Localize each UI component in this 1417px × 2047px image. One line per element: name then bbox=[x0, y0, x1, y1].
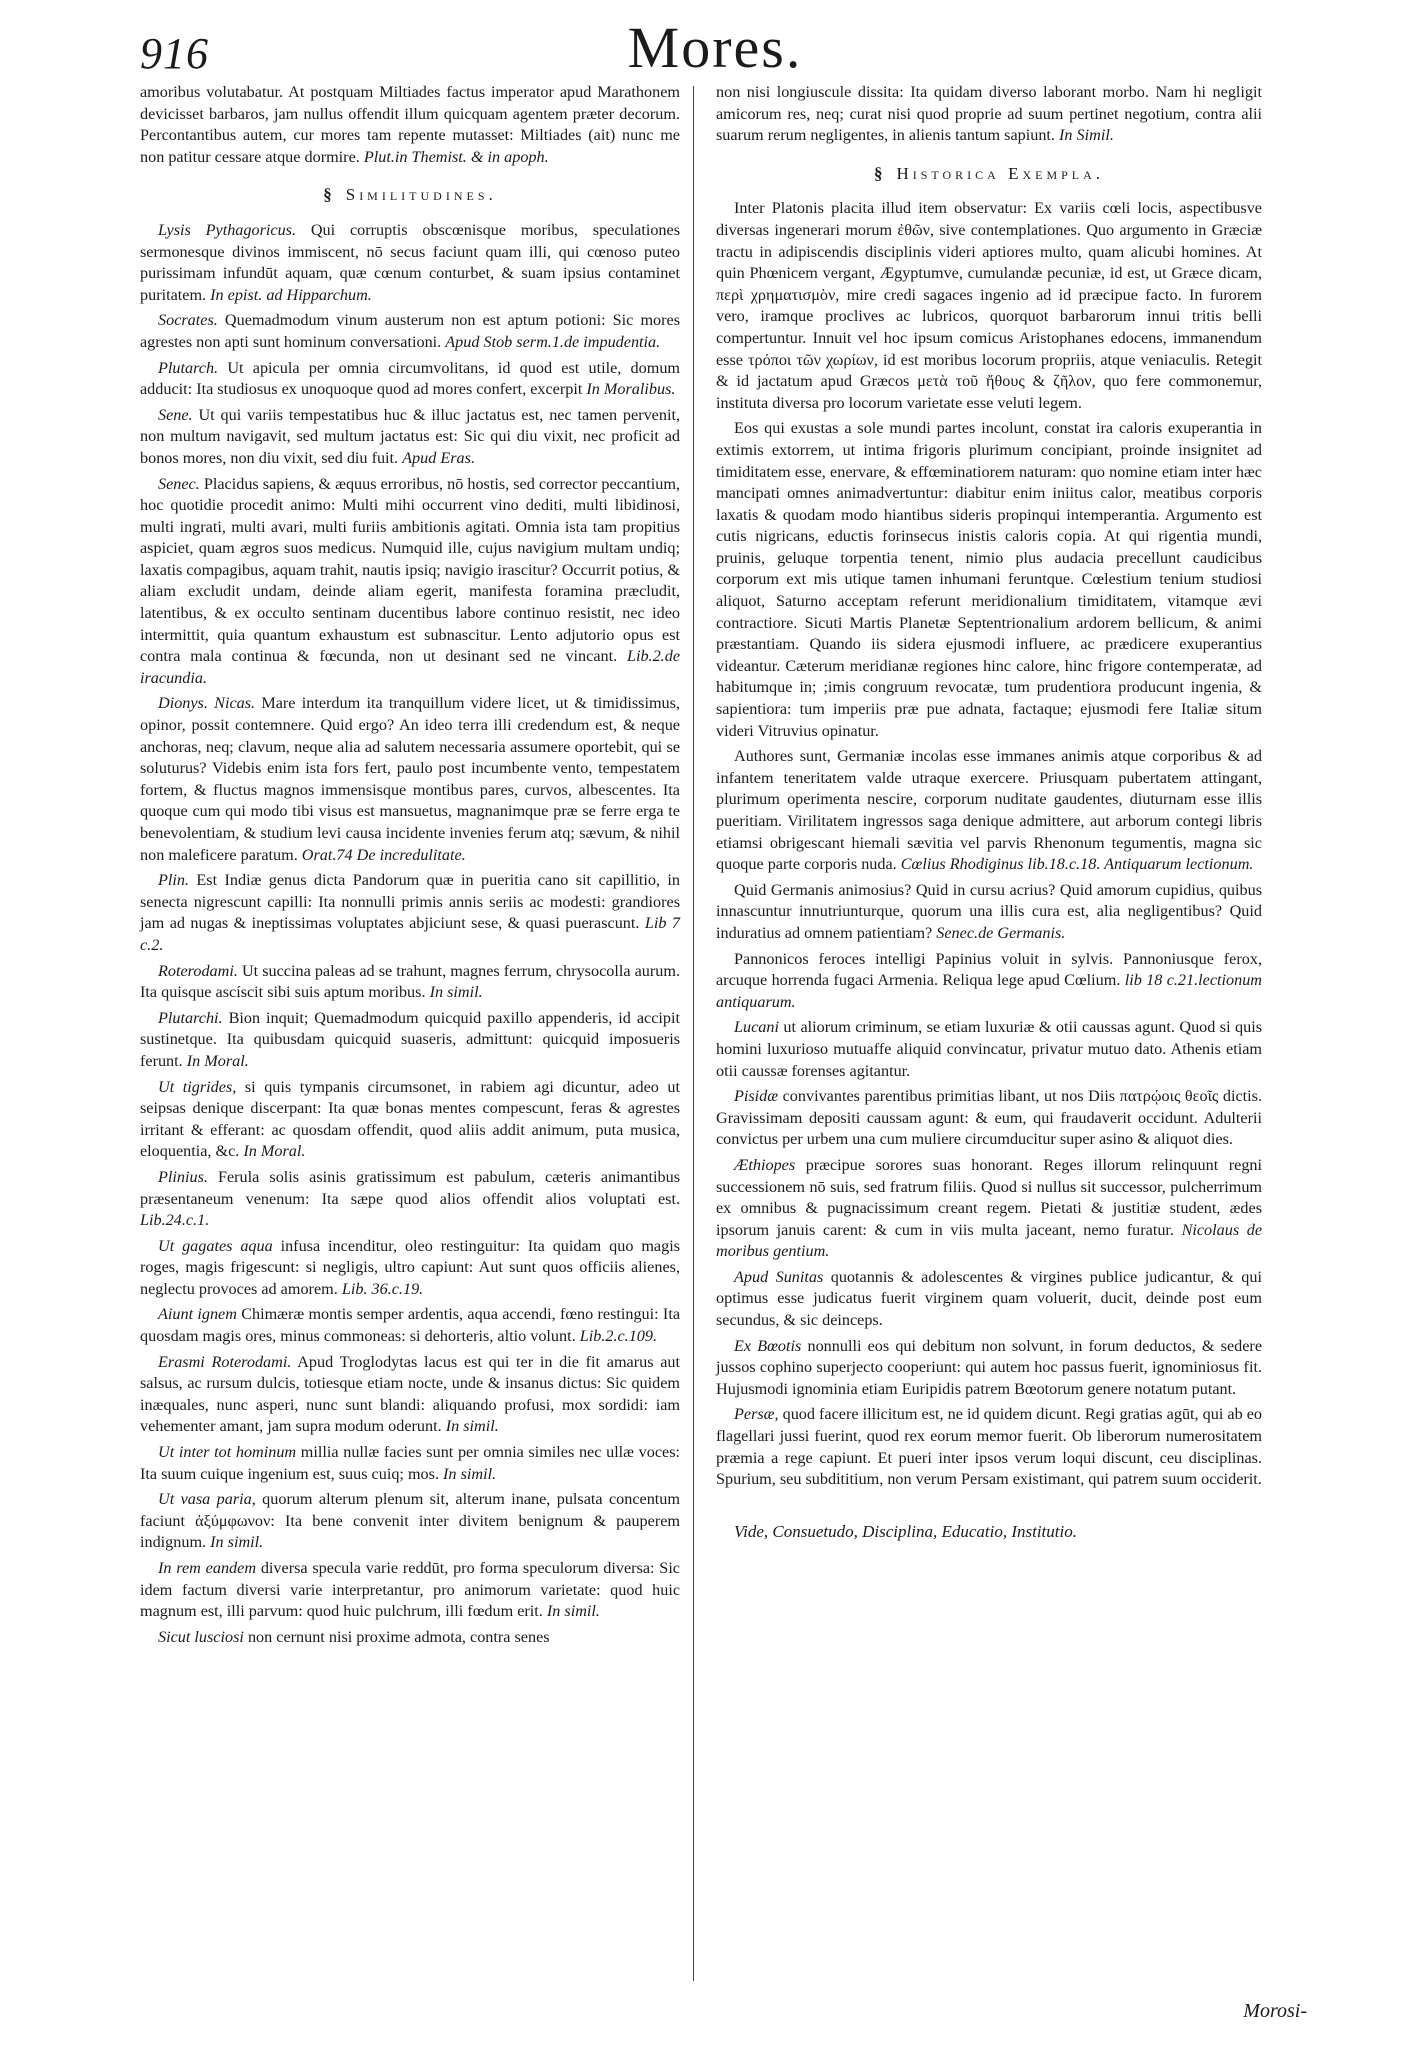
entry-source: In rem eandem bbox=[158, 1559, 257, 1577]
intro-text: amoribus volutabatur. At postquam Miltiades factus imperator apud Marathonem devicisset barbaros, jam nullus offendit illum quicquam agentem præter decorum. Percontantibus autem, cur mores tam repente mutasset: Miltiades (ait) nunc me non patitur cessare atque dormire. bbox=[140, 83, 680, 166]
intro-paragraph bbox=[716, 82, 1262, 147]
entry-reference: In simil. bbox=[546, 1602, 600, 1621]
entry-reference: Nicolaus de moribus gentium. bbox=[716, 1220, 1263, 1261]
entry-source: Lysis Pythagoricus. bbox=[158, 220, 297, 239]
entry-paragraph bbox=[140, 310, 680, 353]
entry-paragraph bbox=[716, 1017, 1262, 1082]
entry-text: quotannis & adolescentes & virgines publice judicantur, & qui optimus esse judicatus fuerit virginem quam voluerit, ducit, deinde post eum secundus, & sic deinceps. bbox=[716, 1267, 1262, 1330]
entry-source: Plutarchi. bbox=[158, 1008, 223, 1027]
entry-source: Sene. bbox=[158, 405, 193, 424]
entry-paragraph bbox=[140, 1077, 680, 1163]
entry-source: Persæ, bbox=[734, 1405, 779, 1424]
entry-reference: In epist. ad Hipparchum. bbox=[210, 285, 372, 304]
see-also-line: Vide, Consuetudo, Disciplina, Educatio, Institutio. bbox=[734, 1521, 1077, 1541]
entry-paragraph bbox=[140, 474, 680, 690]
intro-text: non nisi longiuscule dissita: Ita quidam diverso laborant morbo. Nam hi negligit amicorum res, neq; curat nisi quod proprie ad suum pertinet negotium, contra alii suarum rerum negligentes, in alienis tantum sapiunt. bbox=[716, 83, 1262, 145]
entry-reference: Lib.2.de iracundia. bbox=[140, 647, 680, 687]
entry-paragraph bbox=[140, 1167, 680, 1232]
entry-text: infusa incenditur, oleo restinguitur: Ita quidam quo magis roges, magis frigescunt: si negligis, ultro capiunt: Aut sunt quos officiis alienes, neglectu provoces ad amorem. bbox=[140, 1236, 680, 1298]
entry-paragraph bbox=[716, 880, 1262, 945]
entry-text: ut aliorum criminum, se etiam luxuriæ & otii caussas agunt. Quod si quis homini luxurioso mutuaffe aliquid convincatur, privatur mutuo dato. Athenis etiam otii caussæ forenses agitantur. bbox=[716, 1018, 1263, 1080]
entry-paragraph bbox=[716, 746, 1262, 876]
section-mark: § bbox=[873, 163, 887, 183]
entry-reference: Orat.74 De incredulitate. bbox=[301, 845, 466, 864]
entry-source: Socrates. bbox=[158, 311, 218, 330]
entry-text: Apud Troglodytas lacus est qui ter in die fit amarus aut salsus, ac rursum dulcis, totiesque etiam nocte, unde & insanus dictus: Sic quidem inæquales, nunc asperi, nunc sunt blandi: aliquando profusi, mox sordidi: iam vehementer amant, jam supra modum oderunt. bbox=[140, 1352, 680, 1436]
entry-reference: Lib.2.c.109. bbox=[579, 1327, 658, 1346]
entry-paragraph bbox=[140, 1008, 680, 1073]
entry-paragraph bbox=[716, 418, 1262, 742]
entry-text: Quid Germanis animosius? Quid in cursu acrius? Quid amorum cupidius, quibus innascuntur innutriunturque, quorum una illis cura est, alia negligentibus? Quid induratius ad omnem patientiam? bbox=[716, 880, 1262, 942]
entry-paragraph bbox=[716, 198, 1262, 414]
entry-text: Est Indiæ genus dicta Pandorum quæ in pueritia cano sit capillitio, in senecta nigrescunt capilli: Ita nonnulli primis annis seriis ac modesti: grandiores jam ad nugas & ineptissimas voluptates abjiciunt sese, & quasi puerascunt. bbox=[140, 871, 681, 933]
entry-reference: Lib.24.c.1. bbox=[140, 1211, 210, 1230]
entry-source: Plinius. bbox=[158, 1167, 208, 1186]
entry-reference: In simil. bbox=[210, 1533, 264, 1552]
entry-reference: In simil. bbox=[443, 1464, 497, 1483]
entry-reference: Senec.de Germanis. bbox=[936, 923, 1066, 942]
entry-text: Chimæræ montis semper ardentis, aqua accendi, fœno restingui: Ita quosdam magis ores, minus commoneas: si dehorteris, altio volunt. bbox=[140, 1305, 681, 1346]
entry-reference: Cœlius Rhodiginus lib.18.c.18. Antiquarum lectionum. bbox=[900, 855, 1254, 874]
page-number: 916 bbox=[140, 29, 209, 78]
entry-reference: In Moral. bbox=[186, 1051, 249, 1070]
entry-text: Mare interdum ita tranquillum videre licet, ut & timidissimus, opinor, possit contemnere. Quid ergo? An ideo terra illi credendum est, & neque anchoras, neq; clavum, neque alia ad salutem necessaria assumere oportebit, qui se soluturus? Videbis enim ista fors fert, paulo post incumbente vento, tempestatem fortem, & fluctus magnos immensisque montibus pares, curvos, albescentes. Ita quoque cum qui modo tibi visus est mansuetus, magnanimque præ se ferre erga te benevolentiam, & studium levi causa incidente invenies ferum atq; sævum, & nihil non maleficere paratum. bbox=[140, 694, 681, 864]
entry-source: Ex Bœotis bbox=[734, 1336, 802, 1355]
entry-paragraph bbox=[140, 1442, 680, 1485]
entry-paragraph bbox=[140, 358, 680, 401]
entry-text: non cernunt nisi proxime admota, contra senes bbox=[247, 1627, 550, 1646]
entry-text: præcipue sorores suas honorant. Reges illorum relinquunt regni successionem nō suis, sed fratrum filiis. Quod si nullus sit successor, pulcherrimum ex omnibus & pugnacissimum creant regem. Pietati & justitiæ student, ædes ipsorum januis carent: & cum in viis multa jaceant, nemo furatur. bbox=[716, 1155, 1263, 1239]
entry-text: Eos qui exustas a sole mundi partes incolunt, constat ira caloris exuperantia in extimis extorrem, ut intima frigoris plurimum concipiant, proinde insignitet ad timiditatem esse, enervare, & effœminatiorem naturam: quo nomine etiam inter hæc mancipati omnes animadvertuntur: diabitur enim iniitus calor, meatibus corporis laxatis & quodam modo hiantibus sideris propinqui intemperantia. Argumento est cutis nigricans, eductis forinsecus inistis caloris copia. At qui rigentia mundi, pruinis, geluque torpentia tenent, nimio plus audacia precellunt caudicibus corporum ext mis utique tamen inhumani feruntque. Cœlestium tenium studiosi aliquot, Saturno acceptam referunt meridionalium timiditatem, vitamque ævi contractiore. Sicuti Martis Planetæ Septentrionalium ardorem bellicum, & animi præstantiam. Quando iis sidera ejusmodi influere, ac prædicere exuperantius videantur. Cæterum meridianæ regiones hinc calore, hinc frigore contemperatæ, ad habitumque in; ;imis congruum revocatæ, tum prudentiora producunt ingenia, & sapientiora: tum imperiis præ pue adnata, factaque; ejusmodi fere Italiæ situm videri Vitruvius opinatur. bbox=[716, 419, 1262, 740]
entry-paragraph bbox=[140, 1304, 680, 1347]
intro-paragraph bbox=[140, 82, 680, 168]
entry-text: Quemadmodum vinum austerum non est aptum potioni: Sic mores agrestes non apti sunt hominum conversationi. bbox=[140, 311, 681, 351]
entry-text: Inter Platonis placita illud item observatur: Ex variis cœli locis, aspectibusve diversas ingenerari morum ἐθῶν, sive contemplationes. Quo argumento in Græciæ tractu in adipiscendis disciplinis videri aptiores multo, quam alicubi homines. At quin Phœnicem vergant, Ægyptumve, cumulandæ pecuniæ, id est, ut Græce dicam, περὶ χρηματισμὸν, mire credi sagaces ingenio ad id præcipue facto. In furorem vero, iramque proclives ac lubricos, quorquot barbarorum innui tritis belli compertuntur. Innuit vel hoc ipsum comicus Aristophanes edocens, immanendum esse τρόποι τῶν χωρίων, id est moribus locorum propriis, atque veniaculis. Retegit & id jactatum apud Græcos μετὰ τοῦ ἤθους & ζῆλον, quo fere commonemur, instituta diversa pro locorum varietate esse veluti legem. bbox=[716, 199, 1262, 412]
entry-paragraph bbox=[716, 1155, 1262, 1263]
entry-text: quorum alterum plenum sit, alterum inane, pulsata concentum faciunt ἀξύμφωνον: Ita bene convenit inter divitem benignum & pauperem indignum. bbox=[140, 1490, 680, 1552]
catchword: Morosi- bbox=[1243, 2000, 1307, 2022]
section-mark: § bbox=[323, 185, 336, 205]
section-heading-label: Historica Exempla. bbox=[896, 163, 1105, 183]
running-title: Mores. bbox=[627, 15, 803, 80]
entry-text: convivantes parentibus primitias libant, ut nos Diis πατρῴοις θεοῖς dictis. Gravissimam depositi caussam agunt: & eum, qui fraudaverit occidunt. Adulterii convictus per urbem una cum muliere circumducitur super asino & aliquot dies. bbox=[716, 1087, 1262, 1149]
entry-source: Senec. bbox=[158, 474, 200, 493]
entry-source: Ut tigrides, bbox=[158, 1077, 237, 1096]
entry-text: si quis tympanis circumsonet, in rabiem agi dicuntur, adeo ut seipsas denique discerpant: Ita quæ bonas mentes compescunt, feras & agrestes irritant & efferant: ac quosdam offendit, quod aliis addit animum, puta musica, eloquentia, &c. bbox=[140, 1077, 681, 1161]
entry-source: Plutarch. bbox=[158, 358, 219, 377]
entry-text: Ut apicula per omnia circumvolitans, id quod est utile, domum adducit: Ita studiosus ex unoquoque quod ad mores confert, excerpit bbox=[140, 358, 681, 399]
entry-paragraph bbox=[140, 1489, 680, 1554]
entry-source: Ut inter tot hominum bbox=[158, 1443, 297, 1462]
entry-text: Placidus sapiens, & æquus erroribus, nō hostis, sed corrector peccantium, hoc quotidie procedit animo: Multi mihi occurrent vino dediti, multi libidinosi, multi ingrati, multi avari, multi furiis ambitionis agitati. Omnia ista tam propitius aspiciet, quam ægros suos medicus. Numquid ille, cujus navigium multam undiq; laxatis compagibus, aquam trahit, nautis ipsiq; navigio irascitur? Occurrit potius, & aliam excludit undam, deinde aliam egerit, manifesta foramina præcludit, latentibus, & ex occulto sentinam ducentibus labore continuo resistit, nec ideo intermittit, quia quantum exhaustum est subnascitur. Lento adjutorio opus est contra mala continua & fœcunda, non ut desinant sed ne vincant. bbox=[140, 474, 681, 666]
section-heading bbox=[140, 184, 680, 206]
entry-paragraph bbox=[140, 1627, 680, 1649]
entry-reference: Apud Stob serm.1.de impudentia. bbox=[445, 332, 661, 351]
intro-reference: Plut.in Themist. & in apoph. bbox=[363, 147, 549, 166]
entry-paragraph bbox=[140, 961, 680, 1004]
page-header bbox=[140, 14, 1290, 84]
entry-reference: In Moral. bbox=[243, 1142, 306, 1161]
intro-reference: In Simil. bbox=[1059, 126, 1114, 145]
entry-paragraph bbox=[716, 949, 1262, 1014]
entry-paragraph bbox=[716, 1267, 1262, 1332]
entry-source: Pisidæ bbox=[734, 1087, 779, 1106]
entry-reference: lib 18 c.21.lectionum antiquarum. bbox=[716, 971, 1262, 1011]
entry-source: Lucani bbox=[734, 1018, 779, 1037]
entry-reference: Lib. 36.c.19. bbox=[341, 1279, 424, 1298]
entry-text: quod facere illicitum est, ne id quidem dicunt. Regi gratias agūt, qui ab eo flagellari jussi fuerint, quod rex eorum memor fuerit. Ob liberorum numerositatem præmia a rege capiunt. Et pueri inter ipsos verum loqui discunt, ceu disciplinas. Spurium, seu subdititium, non verum Persam existimant, qui patrem suum occiderit. bbox=[716, 1405, 1263, 1489]
entry-text: nonnulli eos qui debitum non solvunt, in forum deductos, & sedere jussos cophino superjecto cooperiunt: qui autem hoc passus fuerit, ignominiosus fit. Hujusmodi ignominia etiam Euripidis patrem Bœotorum genere notatum putant. bbox=[716, 1336, 1263, 1398]
entry-source: Roterodami. bbox=[158, 961, 238, 980]
entry-text: Ut succina paleas ad se trahunt, magnes ferrum, chrysocolla aurum. Ita quisque ascíscit sibi suis aptum moribus. bbox=[140, 961, 680, 1002]
entry-text: Qui corruptis obscœnisque moribus, speculationes sermonesque divinos immiscent, nō secus faciunt quam illi, qui cœnoso puteo purissimam infundūt aquam, quæ cœnum conturbet, & suam ipsius contaminet puritatem. bbox=[140, 220, 680, 304]
entry-source: Æthiopes bbox=[734, 1155, 796, 1174]
entry-paragraph bbox=[140, 1236, 680, 1301]
entry-source: Sicut lusciosi bbox=[158, 1627, 244, 1646]
entry-paragraph bbox=[140, 220, 680, 306]
entry-text: diversa specula varie reddūt, pro forma speculorum diversa: Sic idem factum diversi varie interpretantur, pro animorum varietate: quod huic magnum est, illi parvum: quod huic pulchrum, illi fœdum erit. bbox=[140, 1559, 680, 1621]
entry-text: Pannonicos feroces intelligi Papinius voluit in sylvis. Pannoniusque ferox, arcuque horrenda fugaci Armenia. Reliqua lege apud Cœlium. bbox=[716, 949, 1262, 990]
entry-source: Aiunt ignem bbox=[158, 1305, 237, 1324]
entry-paragraph bbox=[716, 1404, 1262, 1490]
entry-source: Plin. bbox=[158, 871, 190, 890]
entry-source: Erasmi Roterodami. bbox=[158, 1352, 292, 1371]
entry-paragraph bbox=[140, 405, 680, 470]
entry-paragraph bbox=[140, 1558, 680, 1623]
entry-reference: Apud Eras. bbox=[402, 448, 475, 467]
section-heading bbox=[716, 163, 1262, 185]
entry-paragraph bbox=[140, 870, 680, 956]
entry-source: Ut vasa paria, bbox=[158, 1490, 256, 1509]
entry-paragraph bbox=[140, 693, 680, 866]
entry-reference: Lib 7 c.2. bbox=[140, 914, 680, 954]
entry-reference: In Moralibus. bbox=[586, 380, 676, 399]
entry-source: Ut gagates aqua bbox=[158, 1236, 273, 1255]
entry-paragraph bbox=[716, 1086, 1262, 1151]
column-divider bbox=[693, 86, 694, 1981]
entry-paragraph bbox=[716, 1336, 1262, 1401]
entry-text: Ferula solis asinis gratissimum est pabulum, cæteris animantibus præsentaneum venenum: Ita sæpe quod alios offendit alios voluptati est. bbox=[140, 1167, 681, 1208]
entry-reference: In simil. bbox=[445, 1417, 499, 1436]
right-column bbox=[716, 82, 1262, 1559]
entry-text: Authores sunt, Germaniæ incolas esse immanes animis atque corporibus & ad infantem teneritatem valde utraque exercere. Priusquam pubertatem attingant, plurimum operimenta nescire, corporum nuditate gaudentes, diuturnam esse illis pueritiam. Virilitatem ingressos saga denique admittere, aut arborum contegi libris etiamsi obrigescant hiemali sævitia vel parvis Rhenonum tegumentis, magna sic quoque parte corporis nuda. bbox=[716, 747, 1262, 874]
entry-text: Ut qui variis tempestatibus huc & illuc jactatus est, nec tamen pervenit, non multum navigavit, sed multum jactatus est: Sic qui diu vixit, nec proficit ad bonos mores, non diu vixit, sed diu fuit. bbox=[140, 405, 681, 467]
entry-source: Dionys. Nicas. bbox=[158, 694, 256, 713]
entry-paragraph bbox=[140, 1352, 680, 1438]
section-heading-label: Similitudines. bbox=[345, 185, 497, 205]
entry-source: Apud Sunitas bbox=[734, 1267, 824, 1286]
left-column bbox=[140, 82, 680, 1652]
entry-text: Bion inquit; Quemadmodum quicquid paxillo appenderis, id accipit sustinetque. Ita quibusdam quicquid suaseris, admittunt: quicquid imposueris ferunt. bbox=[140, 1008, 680, 1070]
entry-text: millia nullæ facies sunt per omnia similes nec ullæ voces: Ita suum cuique ingenium est, suus cuiq; mos. bbox=[140, 1443, 681, 1483]
entry-reference: In simil. bbox=[429, 983, 483, 1002]
